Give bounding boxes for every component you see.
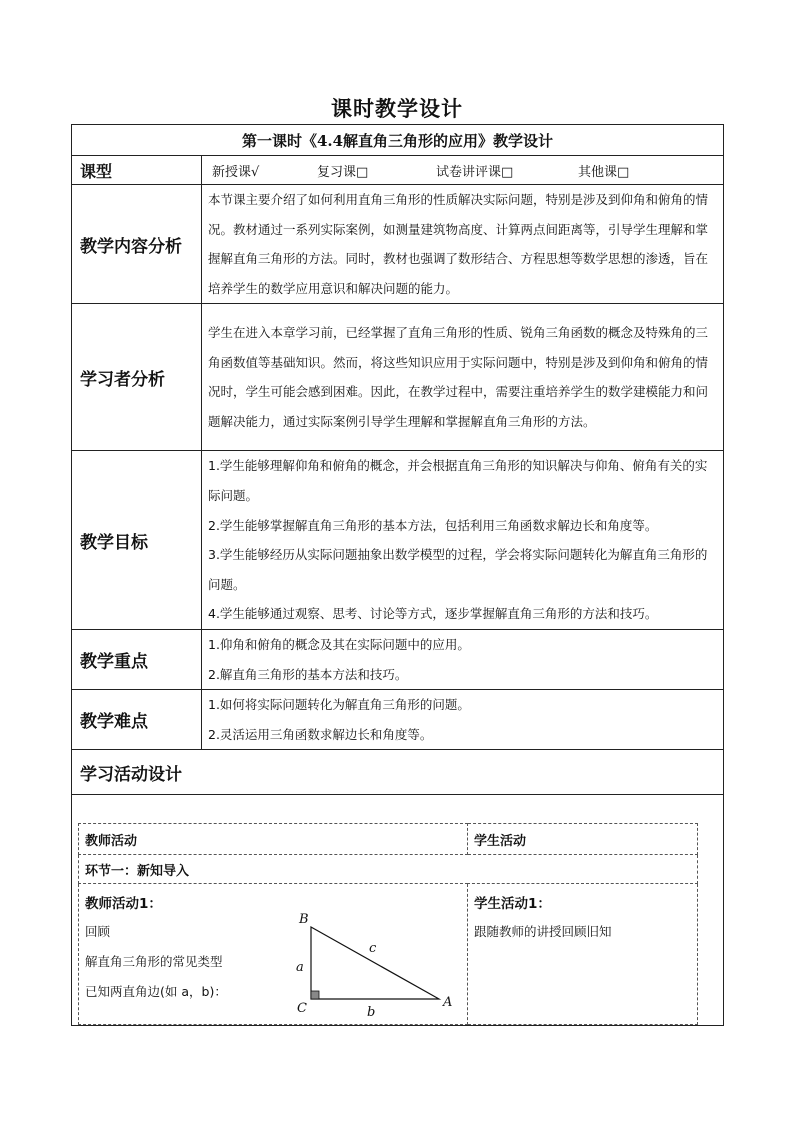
student-activity-header: 学生活动 (468, 824, 698, 855)
teacher-activity-line: 解直角三角形的常见类型 (85, 954, 223, 969)
difficulties-list (202, 690, 724, 750)
key-points-list (202, 629, 724, 689)
key-points-label: 教学重点 (72, 629, 202, 689)
teacher-activity-header: 教师活动 (79, 824, 468, 855)
objective-item: 1.学生能够理解仰角和俯角的概念，并会根据直角三角形的知识解决与仰角、俯角有关的实际问题。 (208, 458, 708, 503)
difficulty-item: 2.灵活运用三角函数求解边长和角度等。 (208, 726, 433, 742)
stage-title: 环节一：新知导入 (79, 855, 698, 884)
course-type-exam-review: 试卷讲评课□ (436, 164, 514, 180)
vertex-b-label: B (299, 912, 309, 927)
student-activity-title: 学生活动1： (474, 896, 551, 912)
objective-item: 3.学生能够经历从实际问题抽象出数学模型的过程，学会将实际问题转化为解直角三角形的问题。 (208, 547, 708, 592)
student-activity-text: 跟随教师的讲授回顾旧知 (474, 924, 612, 939)
difficulties-label: 教学难点 (72, 690, 202, 750)
teacher-activity-line: 回顾 (85, 924, 111, 939)
student-activity-cell (468, 884, 698, 1025)
teacher-activity-title: 教师活动1： (85, 896, 162, 912)
objectives-label: 教学目标 (72, 451, 202, 630)
course-type-label: 课型 (72, 156, 202, 185)
right-triangle-figure (291, 905, 461, 1020)
course-type-review: 复习课□ (317, 164, 369, 180)
learner-analysis-label: 学习者分析 (72, 304, 202, 451)
objective-item: 4.学生能够通过观察、思考、讨论等方式，逐步掌握解直角三角形的方法和技巧。 (208, 606, 658, 622)
course-type-new: 新授课√ (212, 164, 260, 180)
side-c-label: c (369, 941, 377, 956)
side-a-label: a (296, 960, 304, 975)
side-b-label: b (367, 1005, 376, 1020)
course-type-other: 其他课□ (578, 164, 630, 180)
learner-analysis-text: 学生在进入本章学习前，已经掌握了直角三角形的性质、锐角三角函数的概念及特殊角的三角函数值等基础知识。然而，将这些知识应用于实际问题中，特别是涉及到仰角和俯角的情况时，学生可能会感到困难。因此，在教学过程中，需要注重培养学生的数学建模能力和问题解决能力，通过实际案例引导学生理解和掌握解直角三角形的方法。 (202, 304, 724, 451)
content-analysis-text: 本节课主要介绍了如何利用直角三角形的性质解决实际问题，特别是涉及到仰角和俯角的情况。教材通过一系列实际案例，如测量建筑物高度、计算两点间距离等，引导学生理解和掌握解直角三角形的方法。同时，教材也强调了数形结合、方程思想等数学思想的渗透，旨在培养学生的数学应用意识和解决问题的能力。 (202, 185, 724, 304)
page-title: 课时教学设计 (331, 96, 463, 121)
key-point-item: 2.解直角三角形的基本方法和技巧。 (208, 666, 408, 682)
lesson-title: 第一课时《4.4解直角三角形的应用》教学设计 (72, 125, 724, 156)
objectives-list (202, 451, 724, 630)
activity-design-label: 学习活动设计 (72, 750, 724, 795)
objective-item: 2.学生能够掌握解直角三角形的基本方法，包括利用三角函数求解边长和角度等。 (208, 517, 658, 533)
teacher-activity-line: 已知两直角边(如 a，b)： (85, 984, 227, 999)
course-type-options (202, 156, 724, 185)
right-angle-marker (311, 991, 319, 999)
vertex-a-label: A (443, 995, 453, 1010)
content-analysis-label: 教学内容分析 (72, 185, 202, 304)
vertex-c-label: C (297, 1001, 307, 1016)
key-point-item: 1.仰角和俯角的概念及其在实际问题中的应用。 (208, 636, 470, 652)
triangle-shape (311, 927, 439, 999)
difficulty-item: 1.如何将实际问题转化为解直角三角形的问题。 (208, 697, 470, 713)
